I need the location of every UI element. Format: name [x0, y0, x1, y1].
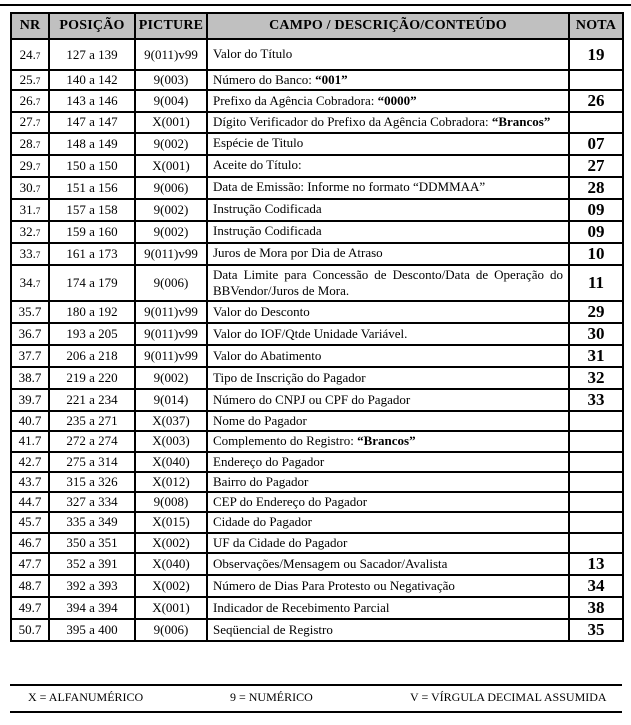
nr-cell: 36.7 — [11, 323, 49, 345]
legend — [10, 690, 622, 705]
posicao-cell: 157 a 158 — [49, 199, 135, 221]
nota-cell: 28 — [569, 177, 623, 199]
campo-cell: Indicador de Recebimento Parcial — [207, 597, 569, 619]
posicao-cell: 148 a 149 — [49, 133, 135, 155]
picture-cell: X(040) — [135, 553, 207, 575]
nota-cell — [569, 452, 623, 472]
table-row — [11, 367, 623, 389]
picture-cell: X(015) — [135, 512, 207, 532]
legend-alfanumerico: X = ALFANUMÉRICO — [28, 690, 144, 704]
nota-cell: 09 — [569, 221, 623, 243]
top-rule — [0, 4, 631, 6]
table-body — [11, 39, 623, 641]
picture-cell: X(003) — [135, 431, 207, 451]
nota-cell: 11 — [569, 265, 623, 302]
campo-cell: Valor do Abatimento — [207, 345, 569, 367]
table-row — [11, 553, 623, 575]
posicao-cell: 127 a 139 — [49, 39, 135, 70]
campo-cell: UF da Cidade do Pagador — [207, 533, 569, 553]
picture-cell: X(001) — [135, 112, 207, 132]
record-layout-table — [10, 12, 624, 642]
picture-cell: 9(002) — [135, 199, 207, 221]
posicao-cell: 272 a 274 — [49, 431, 135, 451]
posicao-cell: 143 a 146 — [49, 90, 135, 112]
picture-cell: X(037) — [135, 411, 207, 431]
picture-cell: 9(011)v99 — [135, 301, 207, 323]
posicao-cell: 219 a 220 — [49, 367, 135, 389]
nota-cell: 33 — [569, 389, 623, 411]
campo-cell: Complemento do Registro: “Brancos” — [207, 431, 569, 451]
picture-cell: 9(006) — [135, 177, 207, 199]
table-row — [11, 597, 623, 619]
nota-cell: 09 — [569, 199, 623, 221]
campo-cell: Instrução Codificada — [207, 221, 569, 243]
nota-cell — [569, 431, 623, 451]
nr-cell: 42.7 — [11, 452, 49, 472]
nr-cell: 26.7 — [11, 90, 49, 112]
posicao-cell: 235 a 271 — [49, 411, 135, 431]
nota-cell — [569, 512, 623, 532]
picture-cell: X(002) — [135, 533, 207, 553]
campo-cell: Cidade do Pagador — [207, 512, 569, 532]
table-row — [11, 90, 623, 112]
campo-cell: Data de Emissão: Informe no formato “DDMMAA” — [207, 177, 569, 199]
posicao-cell: 335 a 349 — [49, 512, 135, 532]
picture-cell: 9(006) — [135, 265, 207, 302]
table-row — [11, 452, 623, 472]
picture-cell: 9(002) — [135, 133, 207, 155]
campo-cell: Observações/Mensagem ou Sacador/Avalista — [207, 553, 569, 575]
nota-cell: 07 — [569, 133, 623, 155]
campo-cell: Número do CNPJ ou CPF do Pagador — [207, 389, 569, 411]
posicao-cell: 159 a 160 — [49, 221, 135, 243]
table-row — [11, 431, 623, 451]
table-row — [11, 411, 623, 431]
nr-cell: 48.7 — [11, 575, 49, 597]
table-row — [11, 133, 623, 155]
header-posicao: POSIÇÃO — [49, 13, 135, 39]
posicao-cell: 350 a 351 — [49, 533, 135, 553]
campo-cell: Valor do IOF/Qtde Unidade Variável. — [207, 323, 569, 345]
posicao-cell: 392 a 393 — [49, 575, 135, 597]
nr-cell: 30.7 — [11, 177, 49, 199]
campo-cell: Prefixo da Agência Cobradora: “0000” — [207, 90, 569, 112]
nr-cell: 40.7 — [11, 411, 49, 431]
nota-cell: 32 — [569, 367, 623, 389]
nr-cell: 38.7 — [11, 367, 49, 389]
nr-cell: 39.7 — [11, 389, 49, 411]
header-nota: NOTA — [569, 13, 623, 39]
posicao-cell: 147 a 147 — [49, 112, 135, 132]
campo-cell: Valor do Título — [207, 39, 569, 70]
posicao-cell: 180 a 192 — [49, 301, 135, 323]
campo-cell: Instrução Codificada — [207, 199, 569, 221]
table-row — [11, 533, 623, 553]
picture-cell: 9(011)v99 — [135, 345, 207, 367]
header-picture: PICTURE — [135, 13, 207, 39]
campo-cell: CEP do Endereço do Pagador — [207, 492, 569, 512]
nota-cell: 29 — [569, 301, 623, 323]
posicao-cell: 221 a 234 — [49, 389, 135, 411]
campo-cell: Bairro do Pagador — [207, 472, 569, 492]
table-row — [11, 265, 623, 302]
table-row — [11, 39, 623, 70]
picture-cell: 9(002) — [135, 221, 207, 243]
posicao-cell: 395 a 400 — [49, 619, 135, 641]
nota-cell: 30 — [569, 323, 623, 345]
nota-cell — [569, 411, 623, 431]
campo-cell: Número de Dias Para Protesto ou Negativação — [207, 575, 569, 597]
nr-cell: 33.7 — [11, 243, 49, 265]
nr-cell: 46.7 — [11, 533, 49, 553]
campo-cell: Juros de Mora por Dia de Atraso — [207, 243, 569, 265]
nr-cell: 25.7 — [11, 70, 49, 90]
table-row — [11, 389, 623, 411]
table-row — [11, 345, 623, 367]
posicao-cell: 327 a 334 — [49, 492, 135, 512]
nr-cell: 49.7 — [11, 597, 49, 619]
picture-cell: X(002) — [135, 575, 207, 597]
nota-cell — [569, 472, 623, 492]
table-header — [11, 13, 623, 39]
table-row — [11, 221, 623, 243]
table-row — [11, 199, 623, 221]
nota-cell — [569, 70, 623, 90]
table-row — [11, 619, 623, 641]
nr-cell: 37.7 — [11, 345, 49, 367]
picture-cell: 9(006) — [135, 619, 207, 641]
nr-cell: 43.7 — [11, 472, 49, 492]
nr-cell: 31.7 — [11, 199, 49, 221]
nota-cell: 19 — [569, 39, 623, 70]
table-row — [11, 323, 623, 345]
campo-cell: Aceite do Título: — [207, 155, 569, 177]
posicao-cell: 206 a 218 — [49, 345, 135, 367]
table-row — [11, 243, 623, 265]
nr-cell: 35.7 — [11, 301, 49, 323]
nr-cell: 32.7 — [11, 221, 49, 243]
picture-cell: X(001) — [135, 155, 207, 177]
nota-cell — [569, 492, 623, 512]
nota-cell: 35 — [569, 619, 623, 641]
posicao-cell: 161 a 173 — [49, 243, 135, 265]
campo-cell: Data Limite para Concessão de Desconto/Data de Operação do BBVendor/Juros de Mora. — [207, 265, 569, 302]
campo-cell: Seqüencial de Registro — [207, 619, 569, 641]
nr-cell: 29.7 — [11, 155, 49, 177]
campo-cell: Valor do Desconto — [207, 301, 569, 323]
posicao-cell: 352 a 391 — [49, 553, 135, 575]
nr-cell: 24.7 — [11, 39, 49, 70]
nota-cell — [569, 112, 623, 132]
nota-cell: 13 — [569, 553, 623, 575]
nr-cell: 50.7 — [11, 619, 49, 641]
campo-cell: Dígito Verificador do Prefixo da Agência Cobradora: “Brancos” — [207, 112, 569, 132]
posicao-cell: 275 a 314 — [49, 452, 135, 472]
picture-cell: 9(002) — [135, 367, 207, 389]
header-campo: CAMPO / DESCRIÇÃO/CONTEÚDO — [207, 13, 569, 39]
nr-cell: 27.7 — [11, 112, 49, 132]
posicao-cell: 151 a 156 — [49, 177, 135, 199]
nota-cell: 27 — [569, 155, 623, 177]
nota-cell: 38 — [569, 597, 623, 619]
posicao-cell: 140 a 142 — [49, 70, 135, 90]
nr-cell: 47.7 — [11, 553, 49, 575]
picture-cell: X(040) — [135, 452, 207, 472]
nota-cell — [569, 533, 623, 553]
footer-rule-top — [10, 684, 622, 686]
nr-cell: 28.7 — [11, 133, 49, 155]
table-row — [11, 472, 623, 492]
picture-cell: X(001) — [135, 597, 207, 619]
posicao-cell: 315 a 326 — [49, 472, 135, 492]
picture-cell: 9(011)v99 — [135, 39, 207, 70]
table-row — [11, 177, 623, 199]
picture-cell: 9(011)v99 — [135, 323, 207, 345]
nota-cell: 26 — [569, 90, 623, 112]
picture-cell: X(012) — [135, 472, 207, 492]
picture-cell: 9(011)v99 — [135, 243, 207, 265]
campo-cell: Nome do Pagador — [207, 411, 569, 431]
campo-cell: Endereço do Pagador — [207, 452, 569, 472]
nr-cell: 41.7 — [11, 431, 49, 451]
nota-cell: 31 — [569, 345, 623, 367]
posicao-cell: 174 a 179 — [49, 265, 135, 302]
footer-rule-bottom — [10, 711, 622, 713]
table-row — [11, 301, 623, 323]
table-row — [11, 70, 623, 90]
table-row — [11, 112, 623, 132]
table-row — [11, 575, 623, 597]
nota-cell: 10 — [569, 243, 623, 265]
campo-cell: Tipo de Inscrição do Pagador — [207, 367, 569, 389]
table-row — [11, 512, 623, 532]
nr-cell: 34.7 — [11, 265, 49, 302]
posicao-cell: 193 a 205 — [49, 323, 135, 345]
table-row — [11, 492, 623, 512]
picture-cell: 9(014) — [135, 389, 207, 411]
picture-cell: 9(004) — [135, 90, 207, 112]
table-row — [11, 155, 623, 177]
legend-virgula-decimal: V = VÍRGULA DECIMAL ASSUMIDA — [410, 690, 607, 704]
legend-numerico: 9 = NUMÉRICO — [230, 690, 313, 704]
nota-cell: 34 — [569, 575, 623, 597]
posicao-cell: 394 a 394 — [49, 597, 135, 619]
campo-cell: Espécie de Titulo — [207, 133, 569, 155]
picture-cell: 9(003) — [135, 70, 207, 90]
header-row — [11, 13, 623, 39]
header-nr: NR — [11, 13, 49, 39]
nr-cell: 45.7 — [11, 512, 49, 532]
campo-cell: Número do Banco: “001” — [207, 70, 569, 90]
picture-cell: 9(008) — [135, 492, 207, 512]
posicao-cell: 150 a 150 — [49, 155, 135, 177]
nr-cell: 44.7 — [11, 492, 49, 512]
